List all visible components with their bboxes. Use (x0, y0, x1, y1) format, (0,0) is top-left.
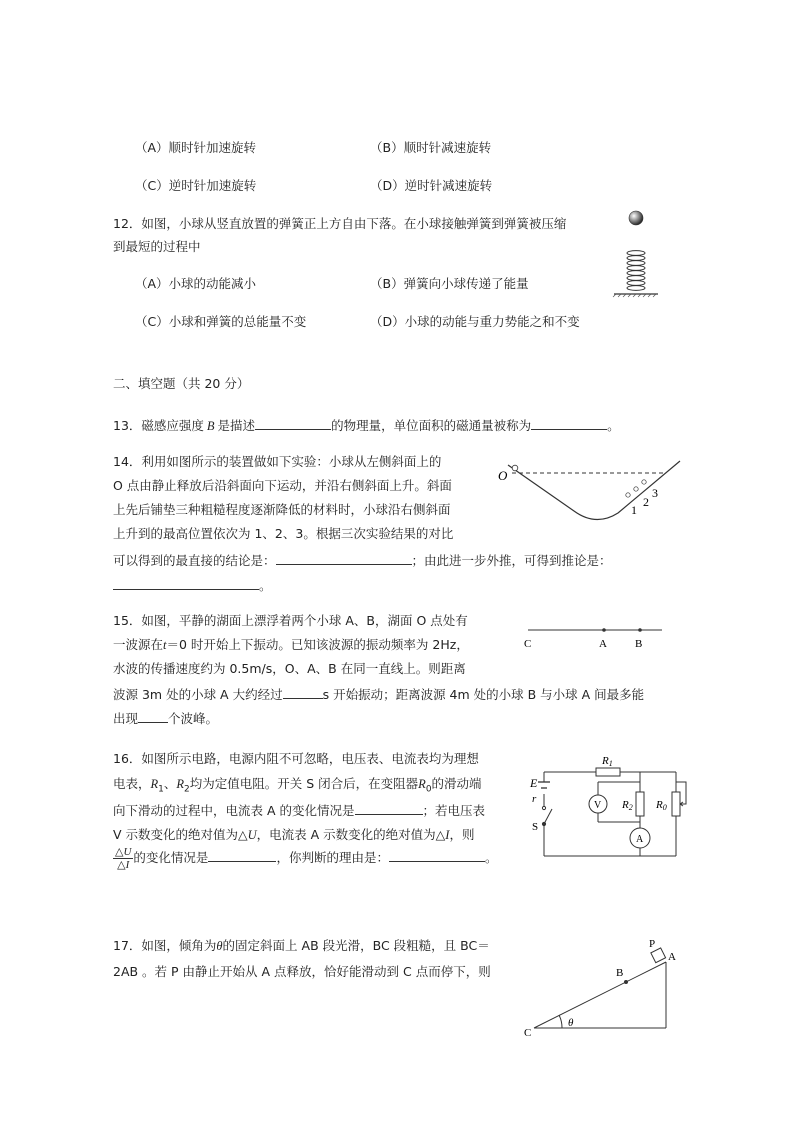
q14-blank-1[interactable] (276, 550, 412, 565)
label-3: 3 (652, 486, 658, 500)
q16-line-5a: 的变化情况是 (133, 850, 209, 865)
label-ammeter: A (636, 834, 644, 845)
q13-var-b: B (206, 419, 215, 433)
q16-line-5c: 。 (484, 850, 498, 865)
frac-num-delta: △ (115, 845, 124, 858)
q15-line-4 (113, 684, 644, 704)
q16-line-4 (113, 826, 474, 844)
q14-line-2: O 点由静止释放后沿斜面向下运动，并沿右侧斜面上升。斜面 (113, 478, 452, 493)
q14-line-5 (113, 550, 612, 570)
label-r: r (532, 793, 537, 805)
q15-line-4b: s 开始振动；距离波源 4m 处的小球 B 与小球 A 间最多能 (322, 687, 645, 702)
q11-option-d: （D）逆时针减速旋转 (370, 178, 493, 193)
q12-option-c: （C）小球和弹簧的总能量不变 (135, 314, 307, 329)
label-2: 2 (643, 495, 649, 509)
r1-resistor (596, 768, 620, 776)
r2-resistor (636, 792, 644, 816)
q16-r0: R (418, 777, 426, 791)
q17-line-1b: 的固定斜面上 AB 段光滑，BC 段粗糙，且 BC＝ (222, 938, 490, 953)
label-theta: θ (568, 1017, 574, 1029)
q17-line-1 (113, 937, 490, 955)
q16-r1-sub: 1 (158, 784, 164, 795)
q15-blank-2[interactable] (138, 708, 168, 723)
q16-r2-sub: 2 (184, 784, 190, 795)
q15-line-1: 15．如图，平静的湖面上漂浮着两个小球 A、B，湖面 O 点处有 (113, 613, 468, 628)
q13-blank-2[interactable] (531, 415, 607, 430)
q16-fraction (113, 846, 133, 871)
q15-blank-1[interactable] (283, 684, 323, 699)
q16-line-2a: 电表， (113, 776, 151, 791)
q15-line-5 (113, 708, 218, 728)
frac-num-u: U (123, 846, 132, 858)
q16-blank-2[interactable] (208, 847, 276, 862)
q16-line-4b: ，电流表 A 示数变化的绝对值为△ (256, 827, 446, 842)
q16-line-5 (113, 846, 497, 871)
label-b: B (635, 638, 643, 650)
q15-line-figure (522, 620, 672, 652)
q13-line (113, 415, 620, 435)
q16-line-3 (113, 800, 485, 820)
label-o: O (498, 468, 508, 483)
q15-line-5a: 出现 (113, 711, 139, 726)
q16-line-1: 16．如图所示电路，电源内阻不可忽略，电压表、电流表均为理想 (113, 751, 479, 766)
point-b (638, 628, 642, 632)
label-v: V (594, 800, 602, 811)
q17-incline-figure (522, 934, 690, 1038)
label-r0: R0 (656, 799, 667, 812)
q12-option-b: （B）弹簧向小球传递了能量 (370, 276, 529, 291)
q11-option-a: （A）顺时针加速旋转 (135, 140, 257, 155)
q16-line-3b: ；若电压表 (422, 803, 486, 818)
q12-option-d: （D）小球的动能与重力势能之和不变 (370, 314, 580, 329)
q16-blank-3[interactable] (389, 847, 485, 862)
q16-line-4c: ，则 (449, 827, 475, 842)
label-a: A (668, 951, 676, 963)
switch-blade (544, 809, 552, 824)
label-1: 1 (631, 503, 637, 517)
label-r1: R1 (602, 755, 613, 768)
q14-track-figure (494, 455, 686, 525)
label-c: C (524, 1027, 532, 1039)
q13-part-2: 是描述 (217, 418, 256, 433)
q13-part-4: 。 (607, 418, 620, 433)
label-s: S (532, 821, 539, 833)
q13-part-3: 的物理量，单位面积的磁通量被称为 (331, 418, 532, 433)
q14-line-6 (113, 575, 272, 595)
q14-line-5b: ；由此进一步外推，可得到推论是： (411, 553, 612, 568)
q16-r1: R (150, 777, 159, 791)
q16-r2: R (176, 777, 185, 791)
q15-line-4a: 波源 3m 处的小球 A 大约经过 (113, 687, 283, 702)
ball-o-icon (512, 465, 518, 471)
r0-rheostat (672, 792, 680, 816)
q14-line-4: 上升到的最高位置依次为 1、2、3。根据三次实验结果的对比 (113, 526, 454, 541)
q15-line-2 (113, 636, 469, 654)
q14-line-6-end: 。 (259, 578, 272, 593)
q15-line-3: 水波的传播速度约为 0.5m/s，O、A、B 在同一直线上。则距离 (113, 661, 466, 676)
q17-line-2: 2AB 。若 P 由静止开始从 A 点释放，恰好能滑动到 C 点而停下，则 (113, 964, 491, 979)
label-p: P (649, 938, 656, 950)
q12-option-a: （A）小球的动能减小 (135, 276, 257, 291)
q14-line-5a: 可以得到的最直接的结论是： (113, 553, 276, 568)
q16-var-u: U (247, 828, 257, 842)
q16-blank-1[interactable] (355, 800, 423, 815)
ball-icon (629, 211, 643, 225)
point-a (602, 628, 606, 632)
q15-var-t: t (163, 638, 167, 652)
q14-line-1: 14．利用如图所示的装置做如下实验：小球从左侧斜面上的 (113, 454, 442, 469)
label-e: E (530, 776, 538, 790)
q11-option-b: （B）顺时针减速旋转 (370, 140, 492, 155)
q12-spring-figure (612, 206, 662, 298)
point-b-dot (624, 980, 628, 984)
label-c: C (524, 638, 532, 650)
q16-circuit-figure (530, 752, 690, 864)
incline-line (534, 962, 666, 1028)
q15-line-2b: ＝0 时开始上下振动。已知该波源的振动频率为 2Hz， (166, 637, 469, 652)
q12-line-1: 12．如图，小球从竖直放置的弹簧正上方自由下落。在小球接触弹簧到弹簧被压缩 (113, 216, 567, 231)
block-p (651, 948, 666, 963)
q16-line-2c: 的滑动端 (431, 776, 482, 791)
q16-var-i: I (445, 828, 450, 842)
q15-line-2a: 一波源在 (113, 637, 164, 652)
q13-part-1: 13．磁感应强度 (113, 418, 204, 433)
label-r2: R2 (622, 799, 633, 812)
q16-line-2 (113, 775, 482, 799)
q16-line-5b: ，你判断的理由是： (276, 850, 389, 865)
q14-blank-2[interactable] (113, 575, 259, 590)
q11-option-c: （C）逆时针加速旋转 (135, 178, 257, 193)
label-a: A (599, 638, 607, 650)
q17-line-1a: 17．如图，倾角为 (113, 938, 217, 953)
q16-comma: 、 (163, 776, 177, 791)
section-title: 二、填空题（共 20 分） (113, 376, 250, 391)
q12-line-2: 到最短的过程中 (113, 239, 201, 254)
q13-blank-1[interactable] (255, 415, 331, 430)
frac-den-delta: △ (117, 858, 126, 871)
q17-theta: θ (216, 939, 223, 953)
frac-den-i: I (125, 859, 130, 871)
q16-line-3a: 向下滑动的过程中，电流表 A 的变化情况是 (113, 803, 355, 818)
q16-r0-sub: 0 (425, 784, 432, 795)
label-b: B (616, 967, 624, 979)
q15-line-5b: 个波峰。 (168, 711, 219, 726)
spring-icon (627, 251, 645, 291)
q14-line-3: 上先后铺垫三种粗糙程度逐渐降低的材料时，小球沿右侧斜面 (113, 502, 451, 517)
q16-line-4a: V 示数变化的绝对值为△ (113, 827, 248, 842)
q16-line-2b: 均为定值电阻。开关 S 闭合后，在变阻器 (189, 776, 419, 791)
